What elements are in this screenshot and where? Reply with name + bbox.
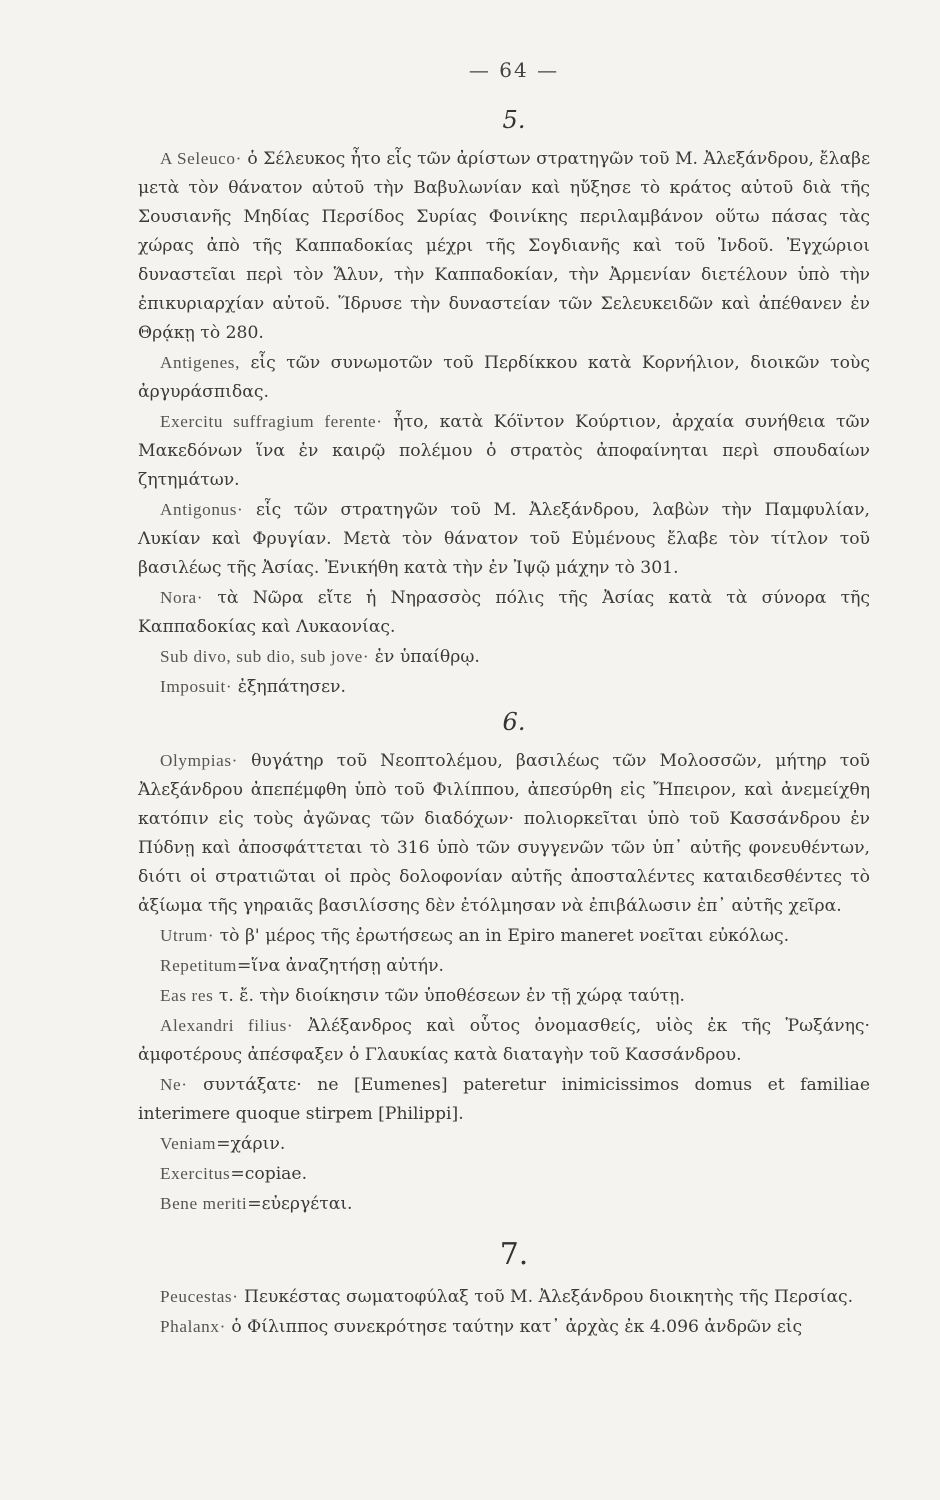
note-paragraph — [138, 348, 870, 407]
note-paragraph — [138, 144, 870, 348]
note-lemma: Nora· — [160, 588, 204, 607]
note-lemma: A Seleuco· — [160, 149, 242, 168]
note-paragraph — [138, 642, 870, 672]
note-paragraph — [138, 672, 870, 702]
note-text: =ἵνα ἀναζητήσῃ αὐτήν. — [237, 956, 445, 976]
note-lemma: Imposuit· — [160, 677, 233, 696]
section-number: 5. — [502, 106, 526, 134]
note-paragraph — [138, 583, 870, 642]
section-6 — [138, 708, 870, 1219]
note-lemma: Exercitu suffragium ferente· — [160, 412, 383, 431]
note-lemma: Phalanx· — [160, 1317, 226, 1336]
note-paragraph — [138, 407, 870, 495]
note-text: εἷς τῶν στρατηγῶν τοῦ Μ. Ἀλεξάνδρου, λαβὼν τὴν Παμφυλίαν, Λυκίαν καὶ Φρυγίαν. Μετὰ τὸν θάνατον τοῦ Εὐμένους ἔλαβε τὸν τίτλον τοῦ βασιλέως τῆς Ἀσίας. Ἐνικήθη κατὰ τὴν ἐν Ἰψῷ μάχην τὸ 301. — [138, 500, 870, 578]
note-text: θυγάτηρ τοῦ Νεοπτολέμου, βασιλέως τῶν Μολοσσῶν, μήτηρ τοῦ Ἀλεξάνδρου ἀπεπέμφθη ὑπὸ τοῦ Φιλίππου, ἀπεσύρθη εἰς Ἤπειρον, καὶ ἀνεμείχθη κατόπιν εἰς τοὺς ἀγῶνας τῶν διαδόχων· πολιορκεῖται ὑπὸ τοῦ Κασσάνδρου ἐν Πύδνῃ καὶ ἀποσφάττεται τὸ 316 ὑπὸ τῶν συγγενῶν τῶν ὑπ᾽ αὐτῆς φονευθέντων, διότι οἱ στρατιῶται οἱ πρὸς δολοφονίαν αὐτῆς ἀποσταλέντες καταιδεσθέντες τὸ ἀξίωμα τῆς γηραιᾶς βασιλίσσης δὲν ἐτόλμησαν νὰ ἐπιβάλωσιν ἐπ᾽ αὐτῆς χεῖρα. — [138, 751, 871, 916]
note-text: ἦτο, κατὰ Κόϊντον Κούρτιον, ἀρχαία συνήθεια τῶν Μακεδόνων ἵνα ἐν καιρῷ πολέμου ὁ στρατὸς ἀποφαίνηται περὶ σπουδαίων ζητημάτων. — [138, 412, 870, 490]
note-lemma: Olympias· — [160, 751, 238, 770]
note-lemma: Sub divo, sub dio, sub jove· — [160, 647, 370, 666]
note-lemma: Veniam — [160, 1134, 217, 1153]
note-paragraph — [138, 951, 870, 981]
note-lemma: Repetitum — [160, 956, 238, 975]
note-paragraph — [138, 1282, 870, 1312]
note-paragraph — [138, 1312, 870, 1342]
note-text: ἐξηπάτησεν. — [237, 677, 346, 697]
note-lemma: Antigonus· — [160, 500, 244, 519]
note-text: τὰ Νῶρα εἴτε ἡ Νηρασσὸς πόλις τῆς Ἀσίας κατὰ τὰ σύνορα τῆς Καππαδοκίας καὶ Λυκαονίας. — [138, 588, 871, 637]
note-text: τ. ἔ. τὴν διοίκησιν τῶν ὑποθέσεων ἐν τῇ χώρᾳ ταύτῃ. — [218, 986, 685, 1006]
note-paragraph — [138, 746, 870, 921]
note-lemma: Alexandri filius· — [160, 1016, 294, 1035]
section-number: 7. — [499, 1237, 529, 1272]
note-text: Πευκέστας σωματοφύλαξ τοῦ Μ. Ἀλεξάνδρου διοικητὴς τῆς Περσίας. — [244, 1287, 854, 1307]
note-text: ὁ Φίλιππος συνεκρότησε ταύτην κατ᾽ ἀρχὰς ἐκ 4.096 ἀνδρῶν εἰς — [231, 1317, 803, 1337]
note-lemma: Utrum· — [160, 926, 215, 945]
section-number: 6. — [502, 708, 526, 736]
note-lemma: Ne· — [160, 1075, 188, 1094]
note-lemma: Bene meriti — [160, 1194, 248, 1213]
note-text: Ἀλέξανδρος καὶ οὗτος ὀνομασθείς, υἱὸς ἐκ τῆς Ῥωξάνης· ἀμφοτέρους ἀπέσφαξεν ὁ Γλαυκίας κατὰ διαταγὴν τοῦ Κασσάνδρου. — [138, 1016, 871, 1065]
note-lemma: Antigenes, — [160, 353, 240, 372]
note-paragraph — [138, 1070, 870, 1129]
section-7 — [138, 1237, 870, 1342]
note-text: συντάξατε· ne [Eumenes] pateretur inimicissimos domus et familiae interimere quoque stirpem [Philippi]. — [138, 1075, 870, 1124]
note-text: =χάριν. — [216, 1134, 286, 1154]
note-text: ἐν ὑπαίθρῳ. — [374, 647, 480, 667]
note-text: =εὐεργέται. — [247, 1194, 353, 1214]
note-lemma: Peucestas· — [160, 1287, 239, 1306]
note-paragraph — [138, 921, 870, 951]
note-paragraph — [138, 1011, 870, 1070]
note-paragraph — [138, 495, 870, 583]
note-lemma: Eas res — [160, 986, 214, 1005]
section-5 — [138, 106, 870, 702]
note-paragraph — [138, 981, 870, 1011]
note-text: ὁ Σέλευκος ἦτο εἷς τῶν ἀρίστων στρατηγῶν τοῦ Μ. Ἀλεξάνδρου, ἔλαβε μετὰ τὸν θάνατον αὐτοῦ τὴν Βαβυλωνίαν καὶ ηὔξησε τὸ κράτος αὐτοῦ διὰ τῆς Σουσιανῆς Μηδίας Περσίδος Συρίας Φοινίκης περιλαμβάνον οὕτω πάσας τὰς χώρας ἀπὸ τῆς Καππαδοκίας μέχρι τῆς Σογδιανῆς καὶ τοῦ Ἰνδοῦ. Ἐγχώριοι δυναστεῖαι περὶ τὸν Ἅλυν, τὴν Καππαδοκίαν, τὴν Ἀρμενίαν διετέλουν ὑπὸ τὴν ἐπικυριαρχίαν αὐτοῦ. Ἵδρυσε τὴν δυναστείαν τῶν Σελευκειδῶν καὶ ἀπέθανεν ἐν Θρᾴκῃ τὸ 280. — [138, 149, 870, 343]
note-text: εἷς τῶν συνωμοτῶν τοῦ Περδίκκου κατὰ Κορνήλιον, διοικῶν τοὺς ἀργυράσπιδας. — [138, 353, 870, 402]
note-paragraph — [138, 1129, 870, 1159]
note-paragraph — [138, 1159, 870, 1189]
page-number: — 64 — — [468, 58, 560, 82]
note-paragraph — [138, 1189, 870, 1219]
note-lemma: Exercitus — [160, 1164, 231, 1183]
note-text: τὸ β' μέρος τῆς ἐρωτήσεως an in Epiro maneret νοεῖται εὐκόλως. — [219, 926, 790, 946]
note-text: =copiae. — [230, 1164, 308, 1184]
